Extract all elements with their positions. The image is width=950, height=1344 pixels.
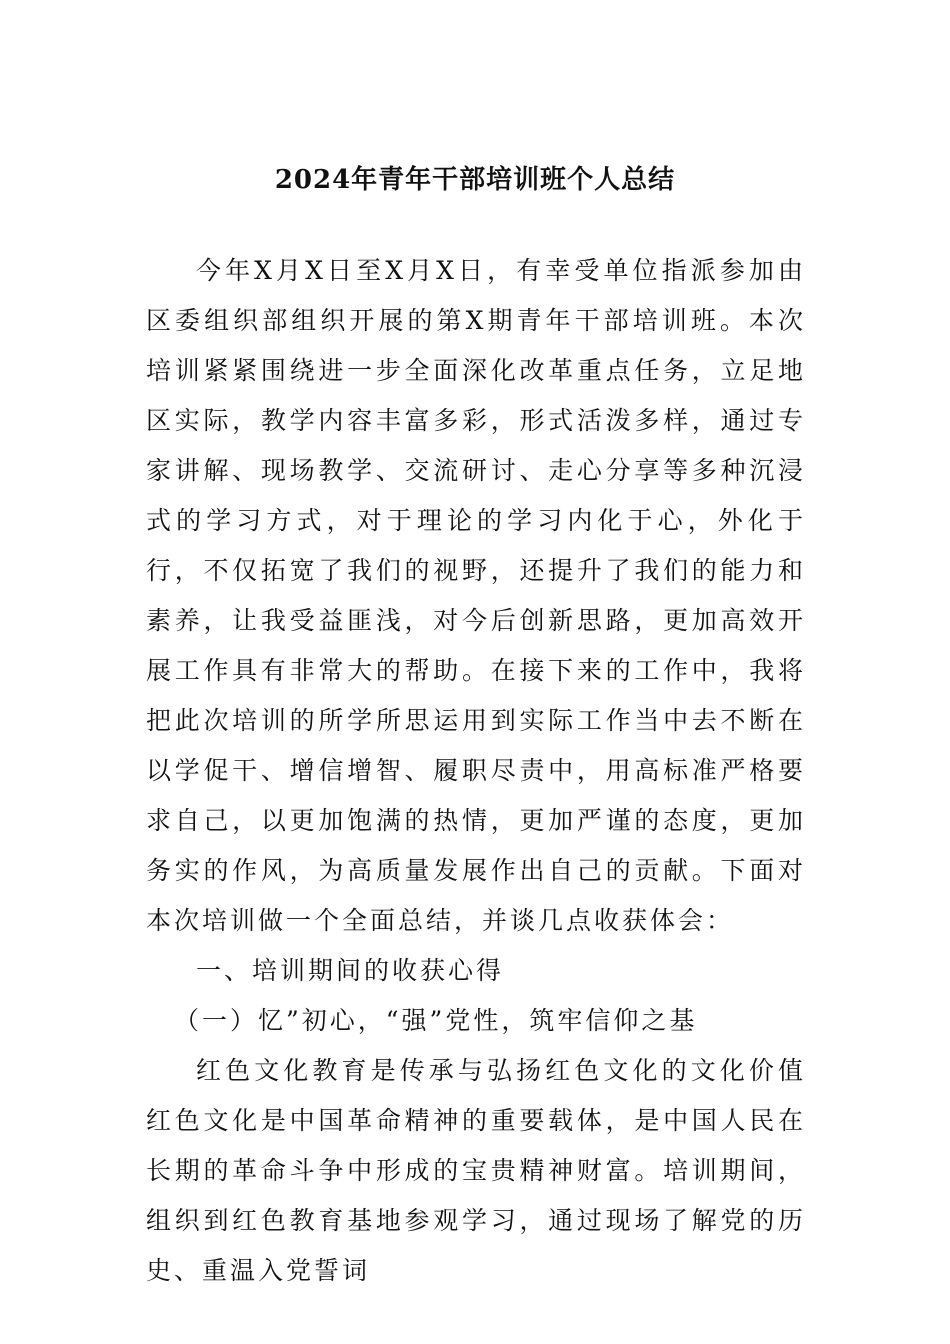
document-title: 2024年青年干部培训班个人总结 [274, 165, 676, 195]
subsection-heading: （一）忆”初心，“强”党性，筑牢信仰之基 [174, 1006, 698, 1035]
subsection-paragraph: 红色文化教育是传承与弘扬红色文化的文化价值红色文化是中国革命精神的重要载体，是中国人民在长期的革命斗争中形成的宝贵精神财富。培训期间，组织到红色教育基地参观学习，通过现场了解党的历史、重温入党誓词 [146, 1056, 806, 1285]
document-body [146, 246, 806, 1296]
intro-paragraph: 今年X月X日至X月X日，有幸受单位指派参加由区委组织部组织开展的第X期青年干部培训班。本次培训紧紧围绕进一步全面深化改革重点任务，立足地区实际，教学内容丰富多彩，形式活泼多样，通过专家讲解、现场教学、交流研讨、走心分享等多种沉浸式的学习方式，对于理论的学习内化于心，外化于行，不仅拓宽了我们的视野，还提升了我们的能力和素养，让我受益匪浅，对今后创新思路，更加高效开展工作具有非常大的帮助。在接下来的工作中，我将把此次培训的所学所思运用到实际工作当中去不断在以学促干、增信增智、履职尽责中，用高标准严格要求自己，以更加饱满的热情，更加严谨的态度，更加务实的作风，为高质量发展作出自己的贡献。下面对本次培训做一个全面总结，并谈几点收获体会： [146, 256, 806, 935]
section-heading: 一、培训期间的收获心得 [196, 956, 505, 985]
